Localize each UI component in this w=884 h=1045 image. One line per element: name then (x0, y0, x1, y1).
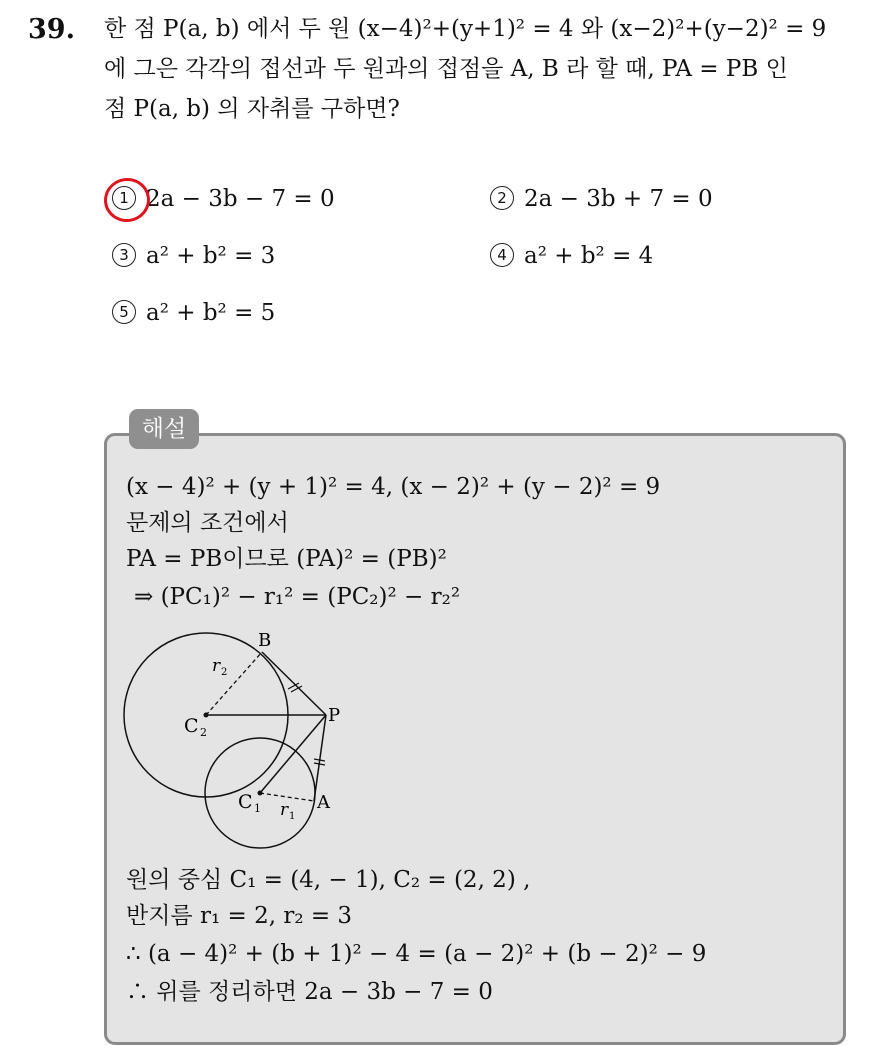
solution-after-4: ∴ 위를 정리하면 2a − 3b − 7 = 0 (126, 979, 493, 1005)
option-2-text: 2a − 3b + 7 = 0 (524, 186, 713, 212)
option-4[interactable] (490, 243, 653, 269)
answer-mark-circle (101, 175, 153, 225)
solution-line-1: (x − 4)² + (y + 1)² = 4, (x − 2)² + (y − 2)² = 9 (126, 474, 661, 500)
option-4-number: 4 (490, 243, 514, 267)
option-3[interactable] (112, 243, 275, 269)
solution-tag: 해설 (129, 409, 199, 449)
option-5-text: a² + b² = 5 (146, 300, 276, 326)
label-c2-sub: 2 (200, 726, 207, 739)
label-r1-sub: 1 (289, 811, 296, 822)
option-5[interactable] (112, 300, 275, 326)
tangent-pb (262, 652, 326, 715)
tangent-circles-figure (120, 625, 360, 855)
label-c1: C (238, 791, 253, 813)
label-r2: r (212, 656, 221, 676)
question-line-1: 한 점 P(a, b) 에서 두 원 (x−4)²+(y+1)² = 4 와 (x−2)²+(y−2)² = 9 (104, 16, 827, 42)
option-1-text: 2a − 3b − 7 = 0 (146, 186, 335, 212)
option-2-number: 2 (490, 186, 514, 210)
label-c1-sub: 1 (254, 802, 261, 815)
option-5-number: 5 (112, 300, 136, 324)
label-c2: C (184, 715, 199, 737)
question-line-2: 에 그은 각각의 접선과 두 원과의 접점을 A, B 라 할 때, PA = PB 인 (104, 56, 788, 82)
question-number: 39. (28, 14, 75, 45)
solution-after-1: 원의 중심 C₁ = (4, − 1), C₂ = (2, 2) , (126, 867, 531, 893)
label-p: P (328, 705, 341, 726)
center-c2-dot (204, 713, 209, 718)
solution-line-2: 문제의 조건에서 (126, 510, 289, 536)
center-c1-dot (258, 791, 263, 796)
question-line-3: 점 P(a, b) 의 자취를 구하면? (104, 96, 400, 122)
solution-after-2: 반지름 r₁ = 2, r₂ = 3 (126, 903, 353, 929)
solution-after-3: ∴ (a − 4)² + (b + 1)² − 4 = (a − 2)² + (b − 2)² − 9 (126, 941, 707, 967)
option-2[interactable] (490, 186, 713, 212)
option-3-text: a² + b² = 3 (146, 243, 276, 269)
solution-line-3: PA = PB이므로 (PA)² = (PB)² (126, 546, 447, 572)
option-1-number: 1 (112, 186, 136, 210)
option-3-number: 3 (112, 243, 136, 267)
solution-line-4: ⇒ (PC₁)² − r₁² = (PC₂)² − r₂² (134, 584, 461, 610)
label-r1: r (280, 800, 289, 820)
label-a: A (317, 792, 330, 813)
option-1[interactable] (112, 186, 335, 212)
option-4-text: a² + b² = 4 (524, 243, 654, 269)
label-b: B (258, 630, 272, 651)
label-r2-sub: 2 (221, 667, 228, 678)
